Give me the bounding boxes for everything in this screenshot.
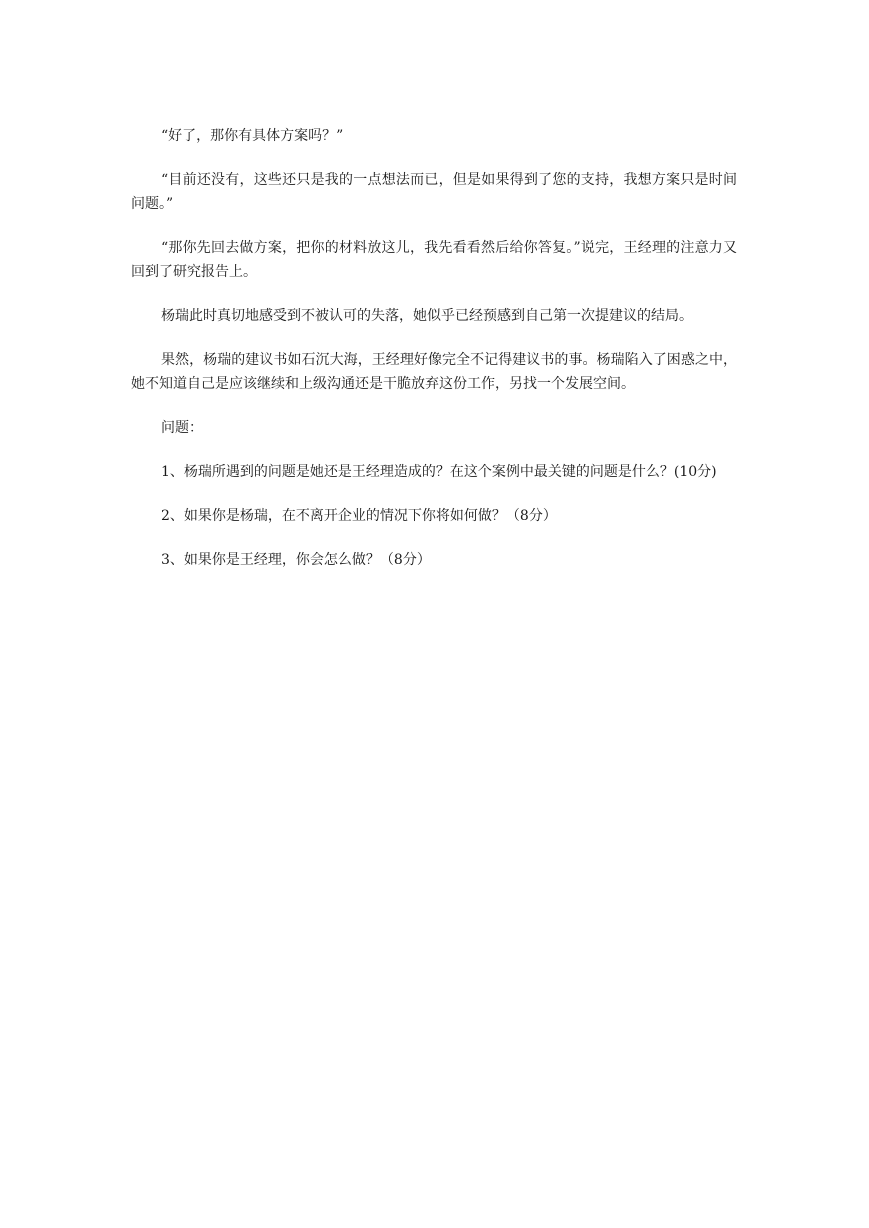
question-item: 1、杨瑞所遇到的问题是她还是王经理造成的？在这个案例中最关键的问题是什么？(10分)	[161, 464, 717, 480]
questions-heading: 问题：	[161, 420, 203, 436]
document-body	[131, 124, 737, 592]
paragraph: 杨瑞此时真切地感受到不被认可的失落，她似乎已经预感到自己第一次提建议的结局。	[161, 308, 693, 324]
paragraph: “好了，那你有具体方案吗？”	[161, 128, 344, 144]
question-item: 2、如果你是杨瑞，在不离开企业的情况下你将如何做？（8分）	[161, 508, 557, 524]
paragraph: “那你先回去做方案，把你的材料放这儿，我先看看然后给你答复。”说完，王经理的注意力又回到了研究报告上。	[131, 240, 737, 280]
question-item: 3、如果你是王经理，你会怎么做？（8分）	[161, 552, 431, 568]
paragraph: 果然，杨瑞的建议书如石沉大海，王经理好像完全不记得建议书的事。杨瑞陷入了困惑之中，她不知道自己是应该继续和上级沟通还是干脆放弃这份工作，另找一个发展空间。	[131, 352, 737, 392]
paragraph: “目前还没有，这些还只是我的一点想法而已，但是如果得到了您的支持，我想方案只是时间问题。”	[131, 172, 737, 212]
